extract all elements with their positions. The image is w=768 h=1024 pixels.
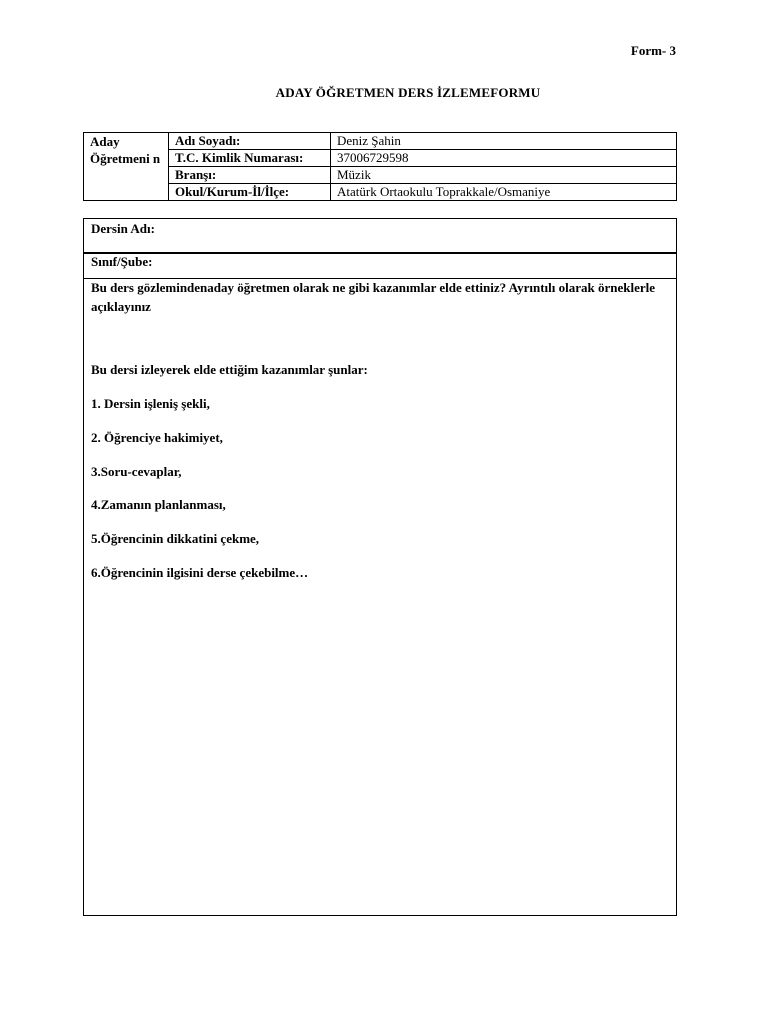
table-row (84, 133, 677, 150)
document-title: ADAY ÖĞRETMEN DERS İZLEMEFORMU (275, 85, 541, 100)
name-label: Adı Soyadı: (169, 133, 331, 150)
form-number: Form- 3 (630, 43, 676, 58)
question-text: Bu ders gözlemindenaday öğretmen olarak ne gibi kazanımlar elde ettiniz? Ayrıntılı olarak örneklerle açıklayınız (91, 280, 656, 314)
branch-value: Müzik (331, 167, 677, 184)
candidate-teacher-label: Aday Öğretmeni n (84, 133, 169, 201)
list-item: 6.Öğrencinin ilgisini derse çekebilme… (91, 565, 309, 580)
name-value: Deniz Şahin (331, 133, 677, 150)
table-row (84, 184, 677, 201)
table-row (84, 167, 677, 184)
observation-box (83, 252, 677, 916)
school-label: Okul/Kurum-İl/İlçe: (169, 184, 331, 201)
id-number-value: 37006729598 (331, 150, 677, 167)
school-value: Atatürk Ortaokulu Toprakkale/Osmaniye (331, 184, 677, 201)
branch-label: Branşı: (169, 167, 331, 184)
list-item: 3.Soru-cevaplar, (91, 464, 182, 479)
intro-text: Bu dersi izleyerek elde ettiğim kazanımlar şunlar: (91, 362, 368, 377)
table-row (84, 150, 677, 167)
list-item: 4.Zamanın planlanması, (91, 497, 226, 512)
lesson-name-box (83, 218, 677, 254)
list-item: 5.Öğrencinin dikkatini çekme, (91, 531, 260, 546)
id-number-label: T.C. Kimlik Numarası: (169, 150, 331, 167)
list-item: 1. Dersin işleniş şekli, (91, 396, 210, 411)
class-section-label: Sınıf/Şube: (91, 254, 153, 269)
list-item: 2. Öğrenciye hakimiyet, (91, 430, 223, 445)
lesson-name-label: Dersin Adı: (91, 221, 155, 236)
candidate-info-table (83, 132, 677, 201)
